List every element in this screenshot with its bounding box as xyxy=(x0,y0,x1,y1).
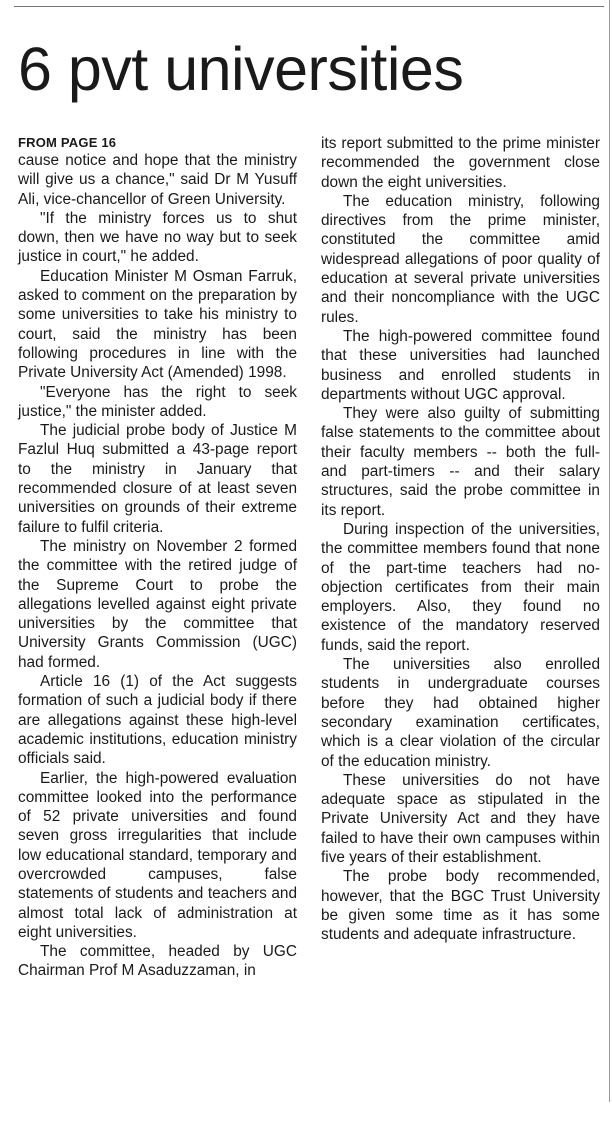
paragraph: The universities also enrolled students in undergraduate courses before they had obtained higher secondary examination certificates, which is a clear violation of the circular of the education ministry. xyxy=(321,656,600,770)
paragraph: These universities do not have adequate space as stipulated in the Private University Act and they have failed to have their own campuses within five years of their establishment. xyxy=(321,771,600,866)
paragraph: Article 16 (1) of the Act suggests formation of such a judicial body if there are allegations against these high-level academic institutions, education ministry officials said. xyxy=(18,673,297,768)
dateline: FROM PAGE 16 xyxy=(18,135,117,150)
paragraph: Earlier, the high-powered evaluation committee looked into the performance of 52 private universities and found seven gross irregularities that include low educational standard, temporary and overcrowded campuses, false statements of students and teachers and almost total lack of administration at eight universities. xyxy=(18,769,297,941)
paragraph: During inspection of the universities, the committee members found that none of the part-time teachers had no-objection certificates from their main employers. Also, they found no existence of the mandatory reserved funds, said the report. xyxy=(321,520,600,654)
paragraph: The judicial probe body of Justice M Fazlul Huq submitted a 43-page report to the ministry in January that recommended closure of at least seven universities on grounds of their extreme failure to fulfil criteria. xyxy=(18,422,297,536)
paragraph: "Everyone has the right to seek justice," the minister added. xyxy=(18,383,297,420)
top-rule xyxy=(14,6,604,7)
article-column-left xyxy=(18,134,297,981)
column-edge-rule xyxy=(609,0,610,1102)
paragraph: The committee, headed by UGC Chairman Prof M Asaduzzaman, in xyxy=(18,943,297,980)
paragraph: The education ministry, following directives from the prime minister, constituted the committee amid widespread allegations of poor quality of education at several private universities and their noncompliance with the UGC rules. xyxy=(321,192,600,326)
paragraph: The high-powered committee found that these universities had launched business and enrolled students in departments without UGC approval. xyxy=(321,327,600,403)
paragraph: The ministry on November 2 formed the committee with the retired judge of the Supreme Court to probe the allegations levelled against eight private universities by the committee that University Grants Commission (UGC) had formed. xyxy=(18,537,297,671)
headline: 6 pvt universities xyxy=(18,35,464,103)
article-column-right xyxy=(321,134,600,944)
paragraph: Education Minister M Osman Farruk, asked to comment on the preparation by some universities to take his ministry to court, said the ministry has been following procedures in line with the Private University Act (Amended) 1998. xyxy=(18,267,297,382)
paragraph: cause notice and hope that the ministry will give us a chance," said Dr M Yusuff Ali, vice-chancellor of Green University. xyxy=(18,152,297,208)
paragraph: "If the ministry forces us to shut down, then we have no way but to seek justice in court," he added. xyxy=(18,209,297,266)
paragraph: The probe body recommended, however, that the BGC Trust University be given some time as it has some students and adequate infrastructure. xyxy=(321,868,600,944)
paragraph: They were also guilty of submitting false statements to the committee about their faculty members -- both the full- and part-timers -- and their salary structures, said the probe committee in its report. xyxy=(321,405,600,519)
paragraph: its report submitted to the prime minister recommended the government close down the eight universities. xyxy=(321,135,600,191)
